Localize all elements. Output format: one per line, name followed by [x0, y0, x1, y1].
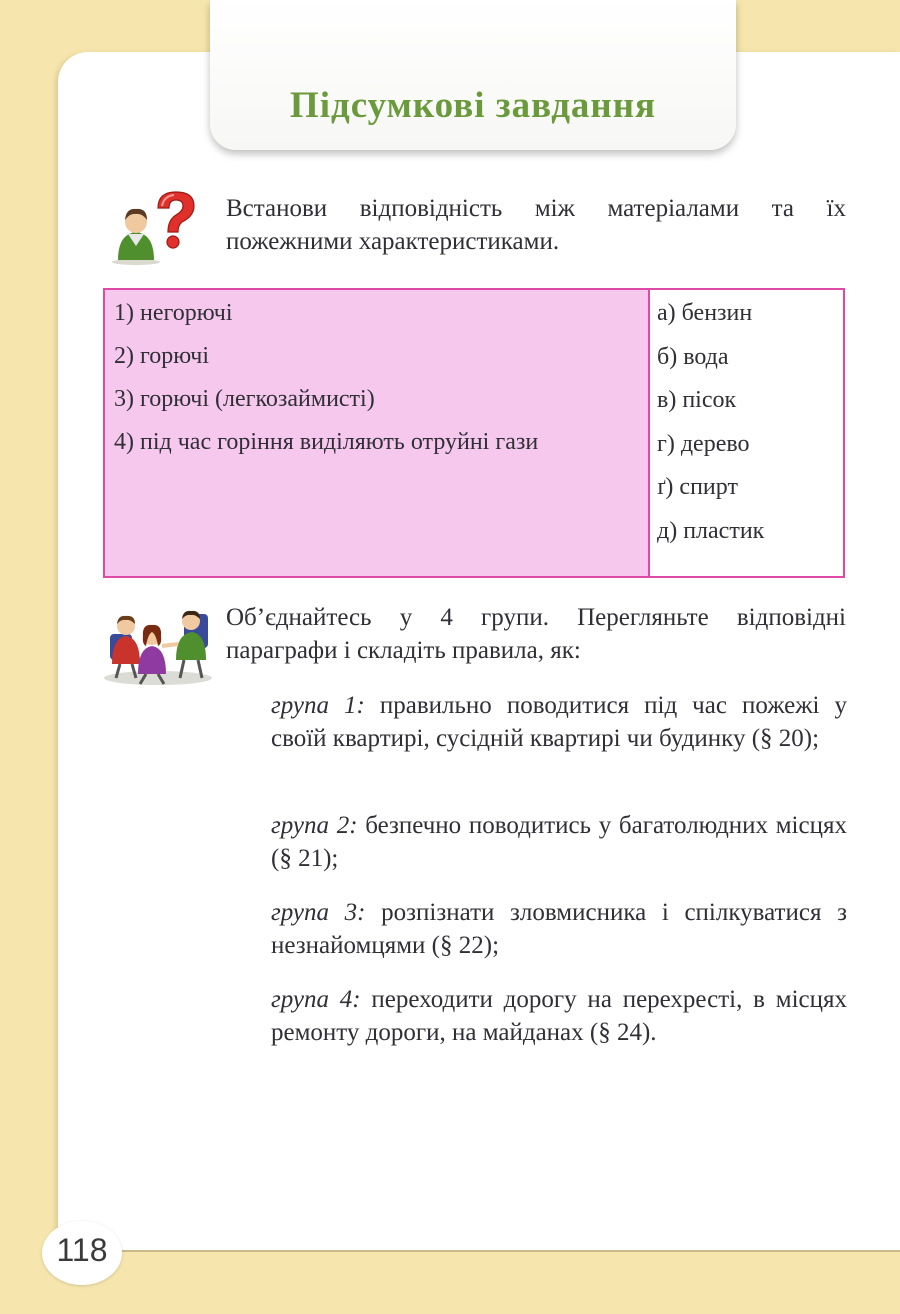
group-item — [271, 809, 847, 875]
group-text: розпізнати зловмисника і спілкуватися з незнайомцями (§ 22); — [271, 899, 847, 959]
table-column-characteristics — [105, 290, 650, 576]
table-item: 3) горючі (легкозаймисті) — [114, 386, 375, 412]
group-label: група 4: — [271, 986, 361, 1013]
page-title: Підсумкові завдання — [289, 85, 657, 126]
table-item: 2) горючі — [114, 343, 209, 369]
table-item: 4) під час горіння виділяють отруйні гази — [114, 429, 539, 455]
table-item: ґ) спирт — [657, 474, 738, 500]
table-item: д) пластик — [657, 517, 765, 544]
question-person-icon — [106, 186, 206, 266]
table-item: а) бензин — [657, 300, 753, 326]
group-text: переходити дорогу на перехресті, в місцях ремонту дороги, на майданах (§ 24). — [271, 986, 847, 1046]
table-item: в) пісок — [657, 387, 737, 413]
table-item: б) вода — [657, 343, 729, 370]
table-column-materials — [650, 290, 843, 576]
bottom-rule — [100, 1250, 900, 1252]
match-table — [103, 288, 845, 578]
group-item — [271, 689, 847, 755]
group-text: правильно поводитися під час пожежі у своїй квартирі, сусідній квартирі чи будинку (§ 20); — [271, 692, 847, 752]
title-tab — [210, 0, 736, 150]
table-item: 1) негорючі — [114, 300, 233, 326]
group-label: група 1: — [271, 692, 365, 719]
table-item: г) дерево — [657, 430, 750, 457]
group-label: група 3: — [271, 899, 366, 926]
group-text: безпечно поводитись у багатолюдних місцях (§ 21); — [271, 812, 847, 872]
group-label: група 2: — [271, 812, 358, 839]
task2-text: Об’єднайтесь у 4 групи. Перегляньте відповідні параграфи і складіть правила, як: — [226, 604, 846, 664]
group-item — [271, 983, 847, 1049]
group-discussion-icon — [100, 594, 218, 686]
task1-text: Встанови відповідність між матеріалами та їх пожежними характеристиками. — [226, 195, 846, 255]
bottom-margin-band — [0, 1252, 900, 1314]
group-item — [271, 896, 847, 962]
page-number: 118 — [56, 1232, 108, 1268]
